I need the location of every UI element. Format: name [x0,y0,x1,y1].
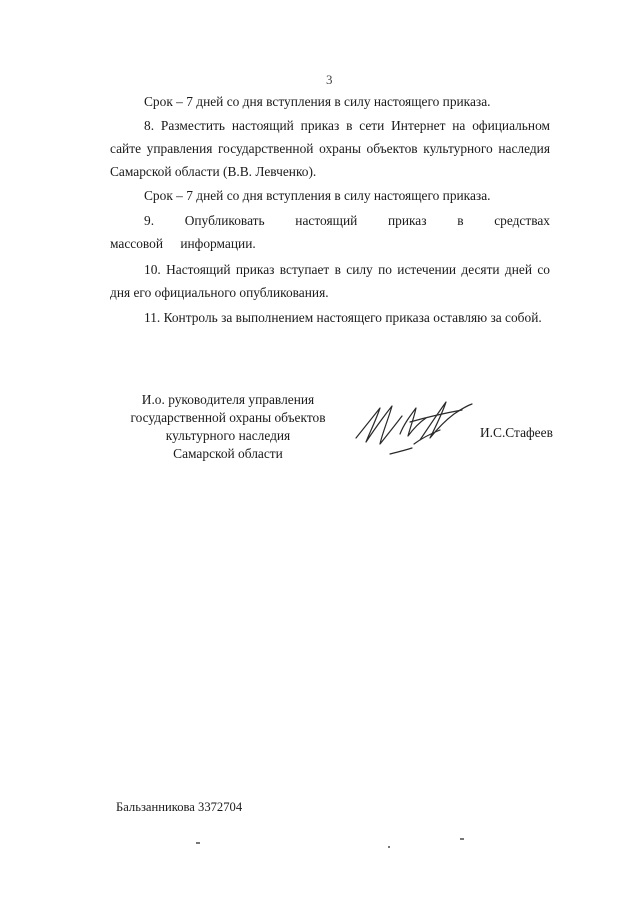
signer-name: И.С.Стафеев [480,425,553,440]
paragraph-item-9: 9. Опубликовать настоящий приказ в средствах массовой информации. [110,213,550,251]
page-number: 3 [326,72,333,87]
scan-artifact [460,838,464,840]
position-line: Самарской области [173,446,283,461]
paragraph-deadline-2: Срок – 7 дней со дня вступления в силу настоящего приказа. [144,188,491,203]
paragraph-item-10: 10. Настоящий приказ вступает в силу по истечении десяти дней со дня его официального опубликования. [110,262,550,300]
scan-artifact [388,846,390,848]
position-line: культурного наследия [165,428,291,443]
paragraph-deadline-1: Срок – 7 дней со дня вступления в силу настоящего приказа. [144,94,491,109]
position-line: И.о. руководителя управления [141,392,315,407]
paragraph-item-8: 8. Разместить настоящий приказ в сети Интернет на официальном сайте управления государственной охраны объектов культурного наследия Самарской области (В.В. Левченко). [110,118,550,179]
position-line: государственной охраны объектов [130,410,326,425]
handwritten-signature [350,394,478,464]
paragraph-item-11: 11. Контроль за выполнением настоящего приказа оставляю за собой. [144,310,542,325]
scan-artifact [196,842,200,844]
executor-contact: Бальзанникова 3372704 [116,800,243,814]
signatory-position [108,391,348,463]
